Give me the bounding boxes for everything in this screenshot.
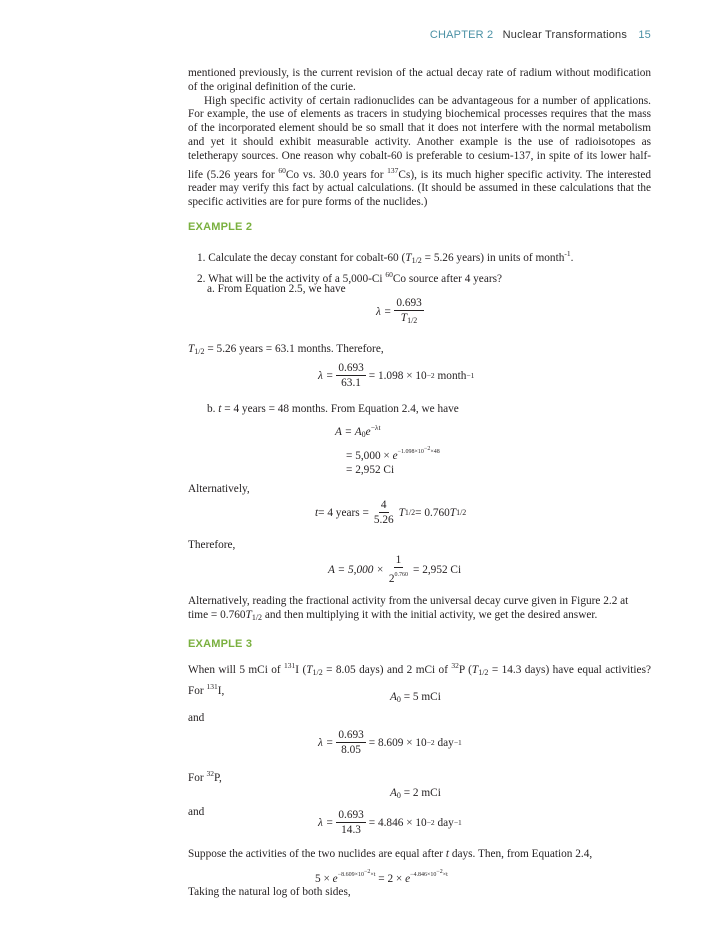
natural-log-line: Taking the natural log of both sides,: [188, 886, 351, 898]
equation-lambda-i131: λ = $\frac{0.693}{8.05}$ = 8.609 × 10 −2 day −1: [318, 729, 462, 756]
paragraph: mentioned previously, is the current revision of the actual decay rate of radium without modification of the original definition of the curie.: [188, 67, 651, 93]
equation-lambda: λ = $\frac{0.693}{T_{1/2}}$: [376, 297, 422, 325]
equation-time: t = 4 years = $\frac{4}{5.26}$ T 1/2 = 0.760 T 1/2: [315, 499, 467, 526]
step-b-label: b. t = 4 years = 48 months. From Equation 2.4, we have: [207, 403, 459, 415]
question-2: 2. What will be the activity of a 5,000-Ci $^{60}$Co source after 4 years?: [197, 270, 503, 285]
paragraph: High specific activity of certain radionuclides can be advantageous for a number of applications. For example, the use of elements as tracers in studying biochemical processes requires that the mass of the incorporated element should be so small that it does not interfere with the normal metabolism and yet it should exhibit measurable activity. Another example is the use of radioisotopes as teletherapy sources. One reason why cobalt-60 is preferable to cesium-137, in spite of its lower half-life (5.26 years for $^{60}$Co vs. 30.0 years for $^{137}$Cs), is its much higher specific activity. The interested reader may verify this fact by actual calculations. (It should be assumed in these calculations that the specific activities are for pure forms of the nuclides.): [188, 94, 652, 209]
example-3-question: When will 5 mCi of $^{131}$I ($T_{1/2} = 8.05$ days) and 2 mCi of $^{32}$P ($T_{1/2} = 14.3$ days) have equal activities? For $^{131}$I,: [188, 661, 651, 697]
intro-text: [188, 67, 651, 210]
activity-derivation: $A = A_0e^{-\lambda t}$ = $5,000 \times e^{-1.098\times 10-2\times 48}$ = 2,952 Ci: [335, 423, 440, 476]
equation-decay-constant: λ = $\frac{0.693}{63.1}$ = 1.098 × 10 −2 month −1: [318, 362, 475, 389]
suppose-line: Suppose the activities of the two nuclides are equal after t days. Then, from Equation 2.4,: [188, 848, 593, 860]
half-life-line: $T_{1/2} = 5.26$ years = 63.1 months. Therefore,: [188, 343, 384, 356]
equation-equal-activity: $5 \times e^{-8.609\times 10-2\times t} = 2 \times e^{-4.846\times 10-2\times t}$: [315, 869, 448, 885]
alternatively-2: Alternatively, reading the fractional activity from the universal decay curve given in Figure 2.2 at time = $0.760T_{1/2}$ and then multiplying it with the initial activity, we get the desired answer.: [188, 595, 629, 622]
alternatively-1: Alternatively,: [188, 483, 250, 495]
initial-activity-p32: $A_0 = 2$ mCi: [390, 787, 441, 800]
example-2-heading: EXAMPLE 2: [188, 221, 253, 233]
page-number: 15: [638, 29, 651, 41]
initial-activity-i131: $A_0 = 5$ mCi: [390, 691, 441, 704]
example-3-heading: EXAMPLE 3: [188, 638, 253, 650]
step-a-label: a. From Equation 2.5, we have: [207, 283, 346, 295]
equation-lambda-p32: λ = $\frac{0.693}{14.3}$ = 4.846 × 10 −2 day −1: [318, 809, 462, 836]
chapter-title: Nuclear Transformations: [502, 29, 628, 41]
therefore-1: Therefore,: [188, 539, 236, 551]
running-header: [430, 29, 651, 41]
question-1: 1. Calculate the decay constant for cobalt-60 ($T_{1/2} = 5.26$ years) in units of month$^{-1}$.: [197, 249, 574, 265]
equation-activity-alt: A = 5,000 × $\frac{1}{2^{0.760}}$ = 2,952 Ci: [328, 554, 462, 585]
for-p32: For $^{32}$P,: [188, 769, 222, 784]
and-1: and: [188, 712, 205, 724]
example-2-questions: [197, 247, 573, 286]
chapter-label: CHAPTER 2: [429, 29, 494, 41]
and-2: and: [188, 806, 205, 818]
